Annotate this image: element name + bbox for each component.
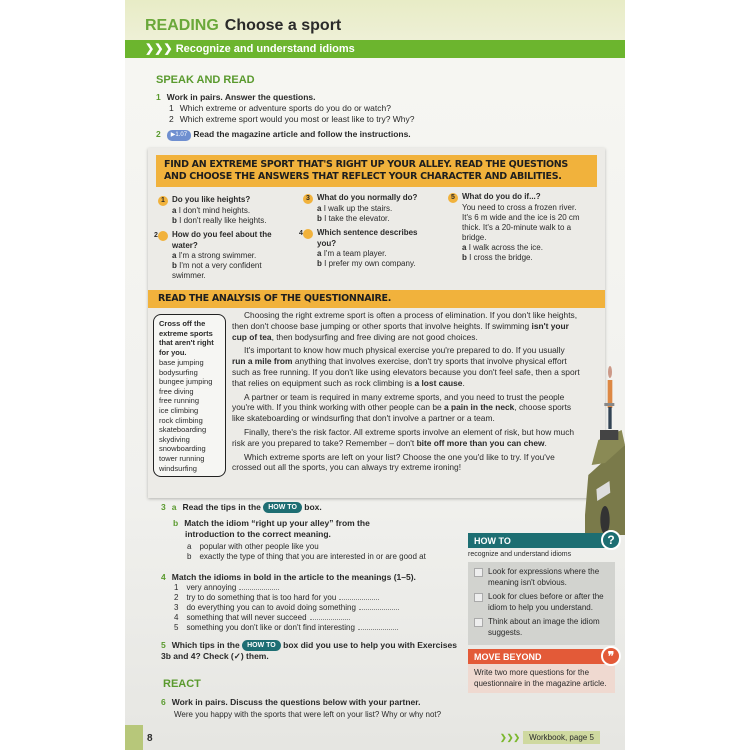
tip-item: [474, 567, 609, 588]
meaning-item: [174, 593, 471, 603]
chevron-icon: ❯❯❯: [145, 43, 173, 55]
paragraph-text: Choosing the right extreme sport is often a process of elimination. If you don't like heights, then don't choose base jumping or other sports that involve heights. If swimming: [232, 310, 578, 331]
paragraph-text: anything that involves exercise, don't try sports that involve physical effort such as free running. If you don't like using elevators because you don't feel safe, then a sport that relies on equipment such as rock climbing is: [232, 356, 580, 388]
sport-item: free running: [159, 396, 200, 406]
sport-item: skateboarding: [159, 425, 207, 435]
paragraph-text: It's important to know how much physical exercise you're prepared to do. If you usually: [244, 345, 565, 356]
item-number: 1: [174, 583, 179, 592]
meaning-item: [174, 603, 471, 613]
checkbox[interactable]: [474, 568, 483, 577]
paragraph: [232, 310, 580, 342]
paragraph-text: , choose sports like skateboarding or windsurfing that don't involve a partner or a team.: [232, 402, 572, 424]
react-heading: REACT: [163, 678, 201, 690]
ex-number: 1: [156, 92, 161, 102]
item-number: 2: [174, 593, 179, 602]
sport-item: snowboarding: [159, 444, 206, 454]
meaning-text: something that will never succeed: [186, 613, 307, 622]
meaning-item: [174, 583, 471, 593]
how-to-tag: HOW TO: [242, 640, 281, 651]
exercise-6: 6 Work in pairs. Discuss the questions below with your partner. Were you happy with the sports that were left on your list? Why or why not?: [161, 697, 442, 719]
meaning-text: very annoying: [186, 583, 237, 592]
ex-title: Work in pairs. Answer the questions.: [166, 92, 316, 102]
sport-item: bodysurfing: [159, 367, 198, 377]
paragraph: [232, 392, 580, 424]
item-number: 4: [174, 613, 179, 622]
speak-read-heading: SPEAK AND READ: [156, 74, 255, 86]
how-to-box: [468, 533, 615, 693]
sport-item: skydiving: [159, 434, 190, 444]
idiom: isn't your cup of tea: [232, 320, 569, 342]
meaning-item: [174, 623, 471, 633]
how-to-tag: HOW TO: [263, 502, 302, 513]
answer-blank[interactable]: [310, 619, 350, 620]
exercise-2: [156, 129, 411, 141]
corner-decoration: [125, 725, 143, 750]
paragraph-text: Which extreme sports are left on your list? Choose the one you'd like to try. If you've crossed out all the sports, you can always try extreme ironing!: [232, 451, 555, 473]
sport-item: bungee jumping: [159, 377, 213, 387]
chevron-icon: ❯❯❯: [500, 733, 521, 742]
meaning-text: something you don't like or don't find interesting: [186, 623, 355, 632]
move-beyond-header: MOVE BEYOND ❞: [468, 649, 609, 664]
idiom: a lost cause: [414, 377, 463, 388]
tip-text: Look for clues before or after the idiom to help you understand.: [488, 592, 604, 612]
audio-track-button[interactable]: ▶1.07: [167, 130, 191, 141]
objective-bar: [125, 40, 625, 58]
question-2: 2 How do you feel about the water? a I'm a strong swimmer. b I'm not a very confident swimmer.: [154, 230, 272, 280]
questionnaire-header: FIND AN EXTREME SPORT THAT'S RIGHT UP YOUR ALLEY. READ THE QUESTIONS AND CHOOSE THE ANSWERS THAT REFLECT YOUR CHARACTER AND ABILITIES.: [156, 155, 597, 187]
sport-item: tower running: [159, 453, 205, 463]
section-label: READING: [145, 17, 219, 34]
idiom: run a mile from: [232, 356, 293, 367]
move-beyond-text: Write two more questions for the questionnaire in the magazine article.: [468, 664, 615, 693]
sport-item: rock climbing: [159, 415, 203, 425]
exercise-3: 3 a Read the tips in the HOW TO box. b Match the idiom “right up your alley” from the introduction to the correct meaning. a popular with other people like you b exactly the type of thing that you are interested in or are good at: [161, 502, 426, 561]
analysis-text: [232, 310, 580, 476]
exercise-4: 4 Match the idioms in bold in the article to the meanings (1–5). 1 very annoying 2 try to do something that is too hard for you 3 do everything you can to avoid doing something 4 something that will never succeed 5 something you don't like or don't find interesting: [161, 572, 471, 633]
answer-blank[interactable]: [239, 589, 279, 590]
question-4: 4 Which sentence describes you? a I'm a team player. b I prefer my own company.: [299, 228, 418, 268]
item-number: 5: [174, 623, 179, 632]
paragraph-text: .: [544, 437, 547, 448]
ex-number: 2: [156, 129, 161, 139]
question: Which extreme sport would you most or least like to try? Why?: [179, 114, 415, 124]
sport-item: ice climbing: [159, 405, 199, 415]
sports-checklist: [153, 314, 226, 477]
page-title: [145, 17, 341, 35]
paragraph-text: .: [462, 377, 465, 388]
how-to-subtitle: recognize and understand idioms: [468, 551, 572, 558]
exercise-1: [156, 92, 556, 125]
sport-item: windsurfing: [159, 463, 197, 473]
workbook-reference: [500, 731, 600, 744]
analysis-header: READ THE ANALYSIS OF THE QUESTIONNAIRE.: [148, 290, 605, 308]
question-icon: ?: [601, 530, 621, 550]
paragraph-text: A partner or team is required in many extreme sports, and you need to trust the people you're with. If you think working with other people can be: [232, 391, 565, 413]
how-to-header: HOW TO ?: [468, 533, 609, 548]
meaning-text: try to do something that is too hard for you: [186, 593, 337, 602]
item-number: 2: [169, 114, 174, 124]
ex-title: Read the magazine article and follow the instructions.: [193, 129, 411, 139]
question-3: 3 What do you normally do? a I walk up the stairs. b I take the elevator.: [303, 193, 443, 224]
item-number: 1: [169, 103, 174, 113]
checkbox[interactable]: [474, 618, 483, 627]
textbook-page: [125, 0, 625, 750]
page-number: 8: [147, 733, 153, 744]
car-photo: [585, 345, 625, 535]
answer-blank[interactable]: [358, 629, 398, 630]
meaning-text: do everything you can to avoid doing something: [186, 603, 356, 612]
objective-text: Recognize and understand idioms: [175, 43, 355, 55]
workbook-page-link: Workbook, page 5: [523, 731, 600, 744]
quote-icon: ❞: [601, 646, 621, 666]
meaning-item: [174, 613, 471, 623]
paragraph: [232, 427, 580, 449]
idiom: a pain in the neck: [444, 402, 515, 413]
tip-text: Think about an image the idiom suggests.: [488, 617, 600, 637]
paragraph: [232, 345, 580, 388]
answer-blank[interactable]: [359, 609, 399, 610]
sport-item: free diving: [159, 386, 194, 396]
paragraph-text: Finally, there's the risk factor. All extreme sports involve an element of risk, but how much risk are you prepared to take? Remember – don't: [232, 426, 575, 448]
tip-text: Look for expressions where the meaning isn't obvious.: [488, 567, 600, 587]
answer-blank[interactable]: [339, 599, 379, 600]
checkbox[interactable]: [474, 593, 483, 602]
tip-item: [474, 592, 609, 613]
lesson-title: Choose a sport: [224, 17, 342, 34]
item-number: 3: [174, 603, 179, 612]
question-1: 1 Do you like heights? a I don't mind heights. b I don't really like heights.: [158, 195, 298, 226]
checklist-title: Cross off the extreme sports that aren't right for you.: [159, 319, 214, 357]
tip-item: [474, 617, 609, 638]
idiom: bite off more than you can chew: [416, 437, 545, 448]
question-5: 5 What do you do if...? You need to cross a frozen river. It's 6 m wide and the ice is 20 cm thick. It's a 20-minute walk to a bridge. a I walk across the ice. b I cross the bridge.: [448, 192, 583, 263]
paragraph-text: , then bodysurfing and free diving are not good choices.: [271, 331, 478, 342]
magazine-article: [148, 148, 605, 498]
sport-item: base jumping: [159, 358, 204, 367]
paragraph: [232, 452, 580, 474]
question: Which extreme or adventure sports do you do or watch?: [179, 103, 391, 113]
exercise-5: 5 Which tips in the HOW TO box did you use to help you with Exercises 3b and 4? Check (✓) them.: [161, 640, 457, 661]
